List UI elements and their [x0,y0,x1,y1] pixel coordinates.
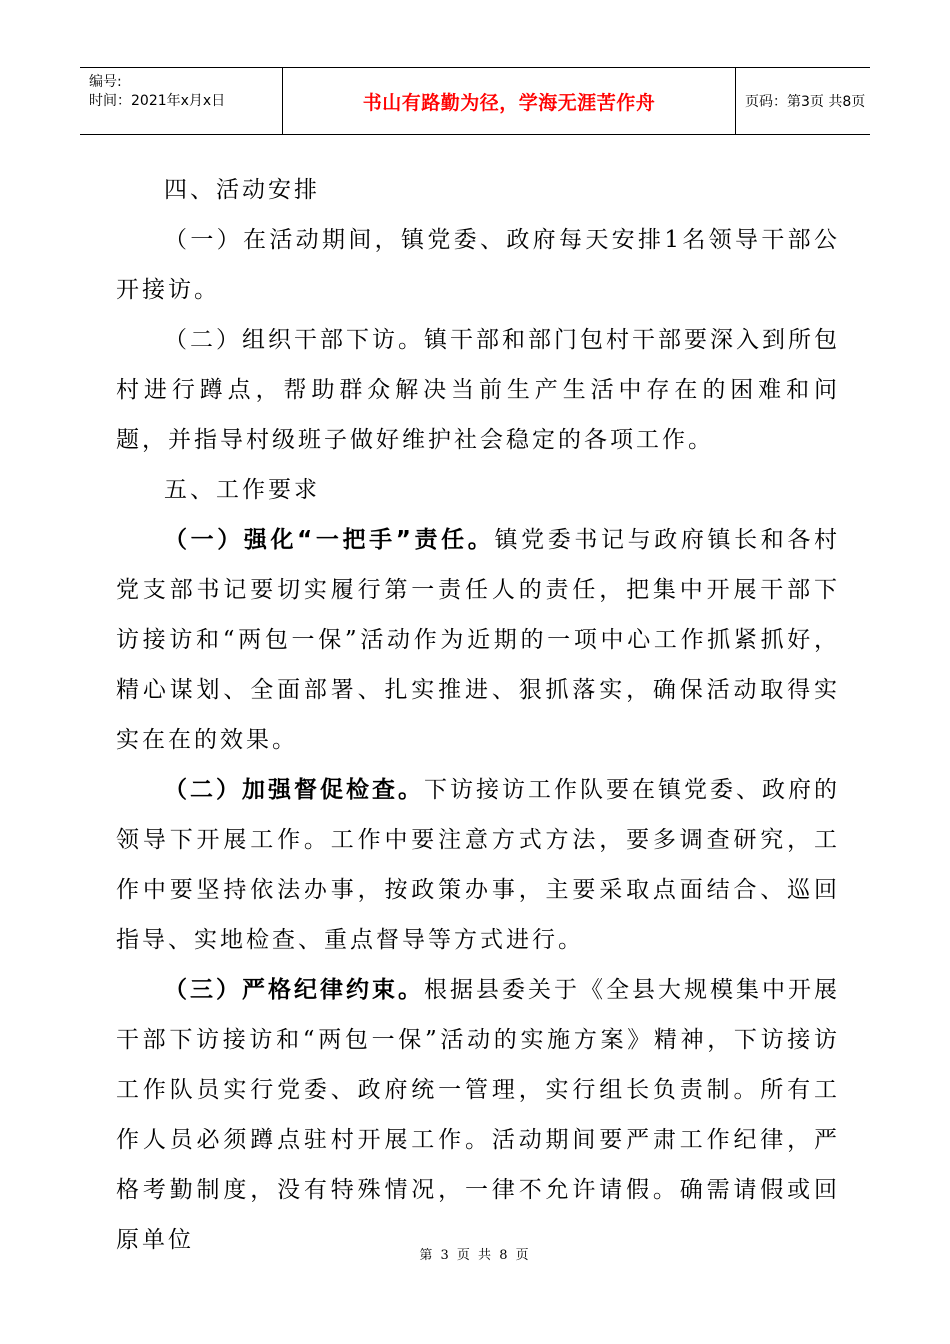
paragraph-5 [116,965,840,1265]
header-table [80,67,870,135]
motto-text: 书山有路勤为径，学海无涯苦作舟 [362,91,656,114]
document-body [116,165,840,1265]
header-page-cell [736,68,870,134]
paragraph-2: （二）组织干部下访。镇干部和部门包村干部要深入到所包村进行蹲点，帮助群众解决当前生产生活中存在的困难和问题，并指导村级班子做好维护社会稳定的各项工作。 [116,327,840,453]
paragraph-1: （一）在活动期间，镇党委、政府每天安排1名领导干部公开接访。 [116,227,840,303]
document-date-label: 时间：2021年x月x日 [89,93,226,109]
paragraph-4-title: （二）加强督促检查。 [164,777,424,803]
paragraph-3-text: 镇党委书记与政府镇长和各村党支部书记要切实履行第一责任人的责任，把集中开展干部下访接访和“两包一保”活动作为近期的一项中心工作抓紧抓好，精心谋划、全面部署、扎实推进、狠抓落实，确保活动取得实实在在的效果。 [116,527,841,753]
paragraph-3-title: （一）强化“一把手”责任。 [164,527,495,553]
document-number-label: 编号: [89,74,122,90]
page-number-label: 页码：第3页 共8页 [745,94,866,110]
header-motto-cell [282,68,736,134]
paragraph-5-title: （三）严格纪律约束。 [164,977,424,1003]
section-heading-4: 四、活动安排 [164,177,320,203]
section-heading-5: 五、工作要求 [164,477,320,503]
page-footer: 第 3 页 共 8 页 [419,1248,531,1263]
paragraph-5-text: 根据县委关于《全县大规模集中开展干部下访接访和“两包一保”活动的实施方案》精神，下访接访工作队员实行党委、政府统一管理，实行组长负责制。所有工作人员必须蹲点驻村开展工作。活动期间要严肃工作纪律，严格考勤制度，没有特殊情况，一律不允许请假。确需请假或回原单位 [116,977,840,1253]
paragraph-4 [116,765,840,965]
paragraph-4-text: 下访接访工作队要在镇党委、政府的领导下开展工作。工作中要注意方式方法，要多调查研究，工作中要坚持依法办事，按政策办事，主要采取点面结合、巡回指导、实地检查、重点督导等方式进行。 [116,777,840,953]
header-info-cell [80,68,282,134]
paragraph-3 [116,515,840,765]
